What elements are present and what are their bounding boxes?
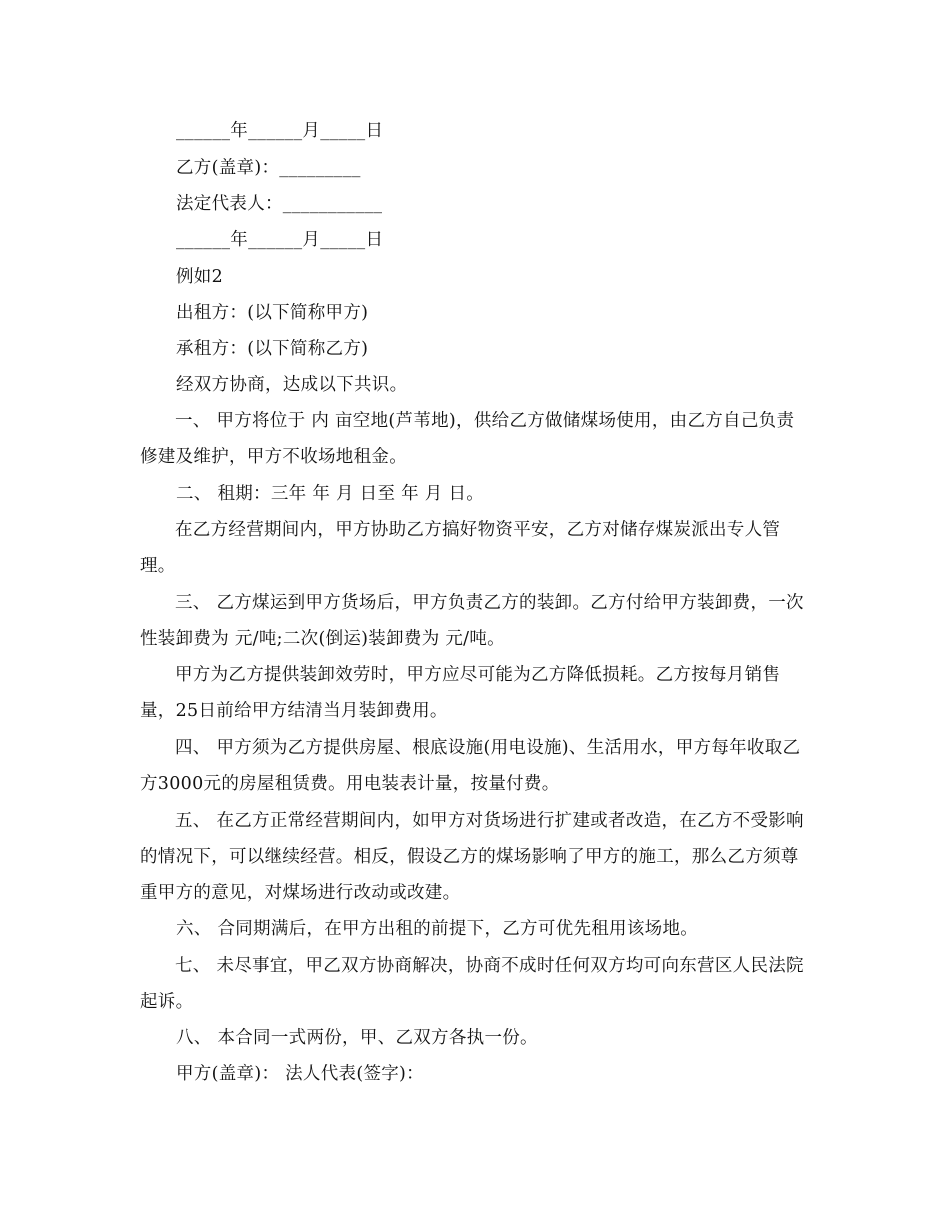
clause-6: 六、 合同期满后，在甲方出租的前提下，乙方可优先租用该场地。 (176, 919, 699, 939)
example-heading: 例如2 (176, 267, 224, 287)
party-b-seal-line: 乙方(盖章)：_________ (176, 158, 361, 178)
lessee-line: 承租方：(以下简称乙方) (176, 339, 369, 359)
clause-2: 二、 租期：三年 年 月 日至 年 月 日。 (176, 484, 485, 504)
clause-3: 三、 乙方煤运到甲方货场后，甲方负责乙方的装卸。乙方付给甲方装卸费，一次性装卸费为 元/吨;二次(倒运)装卸费为 元/吨。 (140, 593, 804, 649)
date-line-1: ______年______月_____日 (176, 121, 384, 141)
consensus-line: 经双方协商，达成以下共识。 (176, 375, 408, 395)
date-line-2: ______年______月_____日 (176, 230, 384, 250)
clause-4: 四、 甲方须为乙方提供房屋、根底设施(用电设施)、生活用水，甲方每年收取乙方3000元的房屋租赁费。用电装表计量，按量付费。 (140, 738, 801, 794)
lessor-line: 出租方：(以下简称甲方) (176, 303, 369, 323)
clause-1: 一、 甲方将位于 内 亩空地(芦苇地)，供给乙方做储煤场使用，由乙方自己负责修建及维护，甲方不收场地租金。 (140, 411, 795, 467)
clause-2-detail: 在乙方经营期间内，甲方协助乙方搞好物资平安，乙方对储存煤炭派出专人管理。 (140, 520, 781, 576)
clause-7: 七、 未尽事宜，甲乙双方协商解决，协商不成时任何双方均可向东营区人民法院起诉。 (140, 956, 804, 1012)
signature-line: 甲方(盖章)： 法人代表(签字)： (176, 1064, 424, 1084)
clause-5: 五、 在乙方正常经营期间内，如甲方对货场进行扩建或者改造，在乙方不受影响的情况下，可以继续经营。相反，假设乙方的煤场影响了甲方的施工，那么乙方须尊重甲方的意见，对煤场进行改动或改建。 (140, 811, 804, 903)
legal-representative-line: 法定代表人：___________ (176, 194, 383, 214)
clause-3-detail: 甲方为乙方提供装卸效劳时，甲方应尽可能为乙方降低损耗。乙方按每月销售量，25日前给甲方结清当月装卸费用。 (140, 665, 781, 721)
clause-8: 八、 本合同一式两份，甲、乙双方各执一份。 (176, 1028, 538, 1048)
